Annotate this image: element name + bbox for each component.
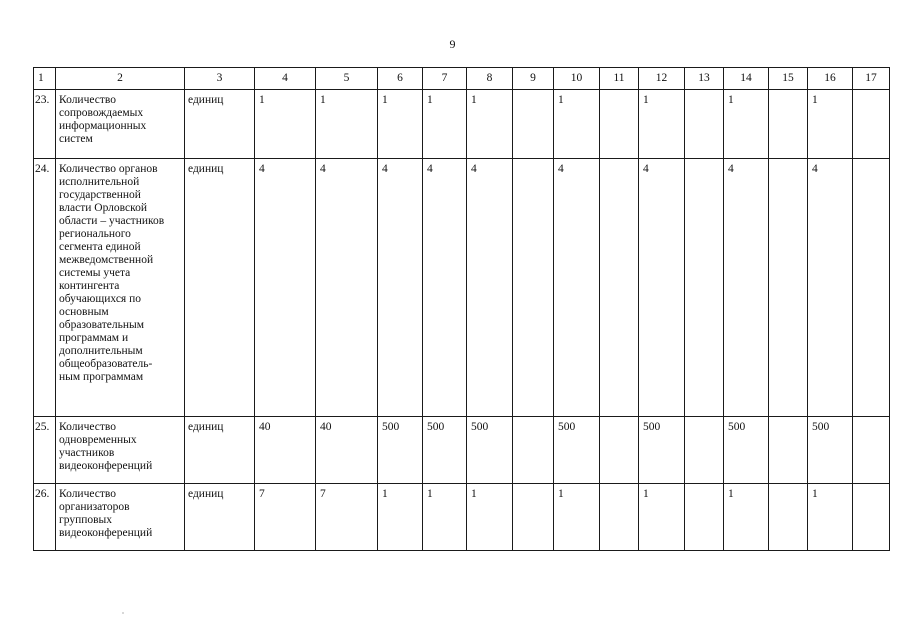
table-row	[34, 417, 890, 484]
row-number: 24.	[34, 159, 56, 417]
scan-speck	[122, 612, 124, 614]
indicator-name-line: исполнительной	[59, 176, 140, 188]
value-cell: 1	[808, 90, 853, 159]
value-cell	[600, 417, 639, 484]
indicator-name	[56, 484, 185, 551]
column-header: 2	[56, 68, 185, 90]
value-cell	[600, 159, 639, 417]
indicator-name	[56, 417, 185, 484]
indicator-name-line: информационных	[59, 120, 147, 132]
value-cell: 4	[808, 159, 853, 417]
column-header: 17	[853, 68, 890, 90]
column-header: 4	[255, 68, 316, 90]
value-cell: 7	[255, 484, 316, 551]
value-cell	[853, 417, 890, 484]
value-cell	[769, 484, 808, 551]
value-cell: 1	[255, 90, 316, 159]
indicator-name-line: видеоконференций	[59, 527, 153, 539]
indicator-name-line: сегмента единой	[59, 241, 141, 253]
column-header: 3	[185, 68, 255, 90]
value-cell: 500	[467, 417, 513, 484]
indicator-name-line: ным программам	[59, 371, 144, 383]
value-cell: 1	[467, 90, 513, 159]
value-cell: 1	[724, 90, 769, 159]
column-header: 12	[639, 68, 685, 90]
header-row	[34, 68, 890, 90]
column-header: 5	[316, 68, 378, 90]
indicator-name-line: образовательным	[59, 319, 145, 331]
row-number: 25.	[34, 417, 56, 484]
unit-cell: единиц	[185, 484, 255, 551]
value-cell	[600, 484, 639, 551]
row-number: 26.	[34, 484, 56, 551]
indicator-name-line: организаторов	[59, 501, 130, 513]
indicator-name-line: системы учета	[59, 267, 131, 279]
value-cell	[685, 159, 724, 417]
value-cell: 7	[316, 484, 378, 551]
page-number: 9	[449, 37, 456, 51]
indicator-name-line: государственной	[59, 189, 141, 201]
column-header: 1	[34, 68, 56, 90]
value-cell: 4	[554, 159, 600, 417]
value-cell: 500	[423, 417, 467, 484]
value-cell: 1	[316, 90, 378, 159]
value-cell: 500	[724, 417, 769, 484]
value-cell: 1	[724, 484, 769, 551]
table-row	[34, 159, 890, 417]
value-cell: 40	[255, 417, 316, 484]
value-cell	[769, 90, 808, 159]
unit-cell: единиц	[185, 159, 255, 417]
unit-cell: единиц	[185, 90, 255, 159]
value-cell: 1	[639, 90, 685, 159]
value-cell	[600, 90, 639, 159]
value-cell: 1	[423, 90, 467, 159]
column-header: 8	[467, 68, 513, 90]
indicator-name-line: контингента	[59, 280, 120, 292]
value-cell	[853, 484, 890, 551]
column-header: 9	[513, 68, 554, 90]
indicator-name-line: межведомственной	[59, 254, 154, 266]
unit-cell: единиц	[185, 417, 255, 484]
indicator-name-line: программам и	[59, 332, 129, 344]
value-cell: 500	[554, 417, 600, 484]
value-cell: 4	[423, 159, 467, 417]
indicator-name-line: основным	[59, 306, 109, 318]
value-cell	[685, 417, 724, 484]
indicator-name-line: участников	[59, 447, 115, 459]
table-row	[34, 484, 890, 551]
row-number: 23.	[34, 90, 56, 159]
indicator-name-line: области – участников	[59, 215, 165, 227]
indicator-name-line: одновременных	[59, 434, 137, 446]
column-header: 15	[769, 68, 808, 90]
value-cell	[769, 417, 808, 484]
value-cell: 4	[255, 159, 316, 417]
value-cell: 1	[554, 484, 600, 551]
indicator-name-line: Количество	[59, 488, 116, 500]
column-header: 11	[600, 68, 639, 90]
value-cell	[685, 484, 724, 551]
value-cell: 1	[378, 90, 423, 159]
column-header: 14	[724, 68, 769, 90]
value-cell	[513, 484, 554, 551]
indicator-name-line: власти Орловской	[59, 202, 148, 214]
column-header: 10	[554, 68, 600, 90]
value-cell: 1	[423, 484, 467, 551]
value-cell	[685, 90, 724, 159]
value-cell: 4	[467, 159, 513, 417]
value-cell	[513, 90, 554, 159]
indicator-name-line: Количество органов	[59, 163, 158, 175]
value-cell: 1	[554, 90, 600, 159]
indicator-name-line: Количество	[59, 94, 116, 106]
value-cell: 4	[724, 159, 769, 417]
indicator-name-line: Количество	[59, 421, 116, 433]
value-cell	[853, 90, 890, 159]
column-header: 6	[378, 68, 423, 90]
value-cell	[513, 159, 554, 417]
value-cell: 1	[378, 484, 423, 551]
value-cell: 4	[639, 159, 685, 417]
indicator-name-line: групповых	[59, 514, 113, 526]
indicator-name-line: общеобразователь-	[59, 358, 153, 370]
value-cell	[853, 159, 890, 417]
indicator-name-line: сопровождаемых	[59, 107, 144, 119]
value-cell	[513, 417, 554, 484]
column-header: 16	[808, 68, 853, 90]
indicator-name-line: видеоконференций	[59, 460, 153, 472]
indicator-name	[56, 90, 185, 159]
column-header: 7	[423, 68, 467, 90]
value-cell: 1	[639, 484, 685, 551]
indicator-name-line: обучающихся по	[59, 293, 141, 305]
value-cell: 500	[378, 417, 423, 484]
value-cell: 40	[316, 417, 378, 484]
value-cell: 4	[316, 159, 378, 417]
indicator-name-line: дополнительным	[59, 345, 143, 357]
value-cell	[769, 159, 808, 417]
table-row	[34, 90, 890, 159]
value-cell: 4	[378, 159, 423, 417]
indicators-table	[33, 67, 890, 551]
value-cell: 500	[639, 417, 685, 484]
value-cell: 500	[808, 417, 853, 484]
indicator-name-line: систем	[59, 133, 93, 145]
value-cell: 1	[467, 484, 513, 551]
indicator-name	[56, 159, 185, 417]
indicator-name-line: регионального	[59, 228, 131, 240]
value-cell: 1	[808, 484, 853, 551]
column-header: 13	[685, 68, 724, 90]
